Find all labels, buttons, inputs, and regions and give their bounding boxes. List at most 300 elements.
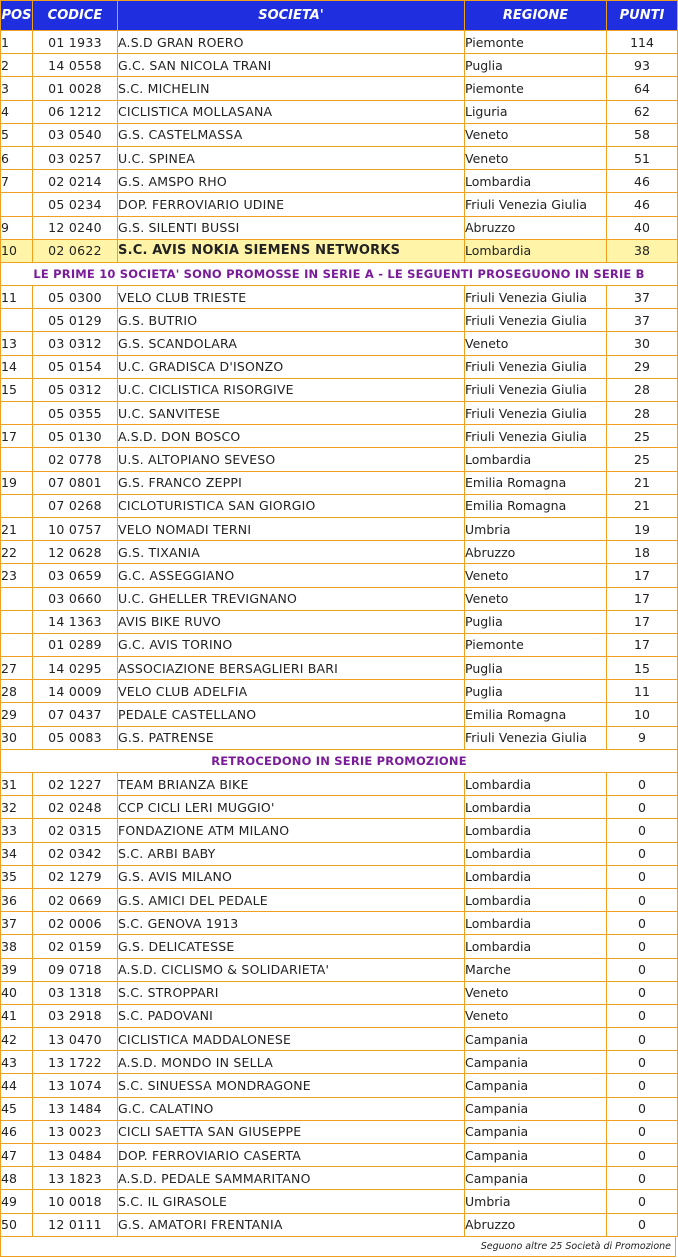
table-row — [1, 100, 678, 123]
row-regione: Friuli Venezia Giulia — [465, 726, 607, 749]
row-punti: 64 — [607, 77, 678, 100]
row-regione: Puglia — [465, 610, 607, 633]
row-regione: Friuli Venezia Giulia — [465, 402, 607, 425]
table-row — [1, 471, 678, 494]
row-societa: S.C. STROPPARI — [118, 981, 465, 1004]
row-codice: 12 0628 — [33, 541, 118, 564]
table-row — [1, 796, 678, 819]
row-regione: Veneto — [465, 587, 607, 610]
table-row — [1, 54, 678, 77]
row-regione: Emilia Romagna — [465, 471, 607, 494]
row-pos: 13 — [1, 332, 33, 355]
row-codice: 03 0257 — [33, 146, 118, 169]
table-row — [1, 981, 678, 1004]
row-societa: U.C. GHELLER TREVIGNANO — [118, 587, 465, 610]
row-codice: 03 0660 — [33, 587, 118, 610]
row-regione: Campania — [465, 1074, 607, 1097]
row-punti: 58 — [607, 123, 678, 146]
row-pos: 35 — [1, 865, 33, 888]
row-societa: AVIS BIKE RUVO — [118, 610, 465, 633]
row-pos: 22 — [1, 541, 33, 564]
row-societa: G.S. AMSPO RHO — [118, 170, 465, 193]
row-pos: 28 — [1, 680, 33, 703]
row-punti: 37 — [607, 286, 678, 309]
row-punti: 0 — [607, 935, 678, 958]
row-pos: 30 — [1, 726, 33, 749]
row-codice: 05 0300 — [33, 286, 118, 309]
row-punti: 17 — [607, 564, 678, 587]
row-codice: 05 0154 — [33, 355, 118, 378]
row-regione: Campania — [465, 1028, 607, 1051]
row-societa: S.C. GENOVA 1913 — [118, 912, 465, 935]
row-pos: 19 — [1, 471, 33, 494]
table-row — [1, 1028, 678, 1051]
table-row — [1, 1074, 678, 1097]
row-pos: 43 — [1, 1051, 33, 1074]
row-codice: 03 0659 — [33, 564, 118, 587]
row-codice: 05 0355 — [33, 402, 118, 425]
row-regione: Friuli Venezia Giulia — [465, 378, 607, 401]
row-codice: 02 0778 — [33, 448, 118, 471]
row-regione: Friuli Venezia Giulia — [465, 286, 607, 309]
row-punti: 28 — [607, 402, 678, 425]
row-societa: VELO CLUB TRIESTE — [118, 286, 465, 309]
row-codice: 13 1722 — [33, 1051, 118, 1074]
row-codice: 02 1227 — [33, 773, 118, 796]
row-regione: Campania — [465, 1167, 607, 1190]
row-pos: 46 — [1, 1120, 33, 1143]
footnote: Seguono altre 25 Società di Promozione — [0, 1236, 676, 1257]
row-societa: G.S. AMATORI FRENTANIA — [118, 1213, 465, 1236]
row-pos: 11 — [1, 286, 33, 309]
row-societa: G.S. CASTELMASSA — [118, 123, 465, 146]
table-row — [1, 1190, 678, 1213]
row-pos: 31 — [1, 773, 33, 796]
row-societa: G.C. ASSEGGIANO — [118, 564, 465, 587]
table-row — [1, 541, 678, 564]
row-codice: 13 1074 — [33, 1074, 118, 1097]
row-punti: 0 — [607, 1120, 678, 1143]
row-societa: A.S.D GRAN ROERO — [118, 31, 465, 54]
row-punti: 21 — [607, 471, 678, 494]
row-regione: Lombardia — [465, 912, 607, 935]
row-societa: G.C. SAN NICOLA TRANI — [118, 54, 465, 77]
row-regione: Puglia — [465, 680, 607, 703]
row-regione: Lombardia — [465, 773, 607, 796]
row-regione: Campania — [465, 1097, 607, 1120]
table-row — [1, 1144, 678, 1167]
row-pos: 32 — [1, 796, 33, 819]
row-punti: 0 — [607, 773, 678, 796]
row-societa: S.C. MICHELIN — [118, 77, 465, 100]
row-societa: G.S. SILENTI BUSSI — [118, 216, 465, 239]
row-regione: Piemonte — [465, 31, 607, 54]
row-punti: 0 — [607, 819, 678, 842]
table-row — [1, 657, 678, 680]
row-societa: TEAM BRIANZA BIKE — [118, 773, 465, 796]
header-codice: CODICE — [33, 1, 118, 31]
table-row — [1, 1051, 678, 1074]
row-regione: Emilia Romagna — [465, 703, 607, 726]
table-row — [1, 633, 678, 656]
table-row — [1, 494, 678, 517]
row-pos: 36 — [1, 888, 33, 911]
table-row — [1, 1004, 678, 1027]
table-row — [1, 1097, 678, 1120]
row-punti: 51 — [607, 146, 678, 169]
row-punti: 0 — [607, 796, 678, 819]
row-codice: 01 1933 — [33, 31, 118, 54]
row-punti: 15 — [607, 657, 678, 680]
row-pos: 4 — [1, 100, 33, 123]
row-codice: 13 0023 — [33, 1120, 118, 1143]
row-regione: Veneto — [465, 123, 607, 146]
row-societa: CICLISTICA MOLLASANA — [118, 100, 465, 123]
row-societa: S.C. SINUESSA MONDRAGONE — [118, 1074, 465, 1097]
row-codice: 05 0083 — [33, 726, 118, 749]
row-regione: Puglia — [465, 54, 607, 77]
row-societa: A.S.D. MONDO IN SELLA — [118, 1051, 465, 1074]
row-punti: 17 — [607, 587, 678, 610]
row-codice: 03 1318 — [33, 981, 118, 1004]
row-regione: Puglia — [465, 657, 607, 680]
row-punti: 9 — [607, 726, 678, 749]
row-codice: 13 0470 — [33, 1028, 118, 1051]
row-pos — [1, 309, 33, 332]
row-pos — [1, 633, 33, 656]
row-codice: 02 0622 — [33, 239, 118, 262]
row-codice: 14 0009 — [33, 680, 118, 703]
table-row — [1, 193, 678, 216]
row-punti: 0 — [607, 1028, 678, 1051]
table-row — [1, 77, 678, 100]
row-regione: Piemonte — [465, 633, 607, 656]
row-regione: Piemonte — [465, 77, 607, 100]
row-punti: 17 — [607, 633, 678, 656]
row-punti: 46 — [607, 170, 678, 193]
row-codice: 13 1484 — [33, 1097, 118, 1120]
row-regione: Lombardia — [465, 888, 607, 911]
row-regione: Lombardia — [465, 842, 607, 865]
row-codice: 10 0757 — [33, 517, 118, 540]
row-societa: DOP. FERROVIARIO CASERTA — [118, 1144, 465, 1167]
row-pos: 47 — [1, 1144, 33, 1167]
table-row — [1, 958, 678, 981]
row-codice: 09 0718 — [33, 958, 118, 981]
row-punti: 0 — [607, 1213, 678, 1236]
row-codice: 02 1279 — [33, 865, 118, 888]
table-row — [1, 402, 678, 425]
header-punti: PUNTI — [607, 1, 678, 31]
row-regione: Umbria — [465, 517, 607, 540]
row-punti: 28 — [607, 378, 678, 401]
row-regione: Lombardia — [465, 819, 607, 842]
table-row — [1, 448, 678, 471]
row-societa: DOP. FERROVIARIO UDINE — [118, 193, 465, 216]
row-punti: 0 — [607, 865, 678, 888]
row-pos: 50 — [1, 1213, 33, 1236]
row-societa: G.S. DELICATESSE — [118, 935, 465, 958]
table-row — [1, 819, 678, 842]
row-societa: G.S. TIXANIA — [118, 541, 465, 564]
row-codice: 02 0214 — [33, 170, 118, 193]
row-pos: 34 — [1, 842, 33, 865]
table-row — [1, 309, 678, 332]
row-codice: 13 0484 — [33, 1144, 118, 1167]
row-codice: 02 0342 — [33, 842, 118, 865]
table-row — [1, 610, 678, 633]
row-regione: Campania — [465, 1144, 607, 1167]
row-societa: G.C. AVIS TORINO — [118, 633, 465, 656]
row-pos — [1, 610, 33, 633]
row-codice: 14 0558 — [33, 54, 118, 77]
row-punti: 0 — [607, 1190, 678, 1213]
table-row — [1, 31, 678, 54]
table-row — [1, 865, 678, 888]
table-row — [1, 1167, 678, 1190]
header-row — [1, 1, 678, 31]
table-row — [1, 726, 678, 749]
row-codice: 05 0129 — [33, 309, 118, 332]
row-societa: U.C. GRADISCA D'ISONZO — [118, 355, 465, 378]
table-row — [1, 216, 678, 239]
row-societa: ASSOCIAZIONE BERSAGLIERI BARI — [118, 657, 465, 680]
row-pos: 10 — [1, 239, 33, 262]
row-codice: 12 0111 — [33, 1213, 118, 1236]
row-codice: 05 0234 — [33, 193, 118, 216]
row-pos: 42 — [1, 1028, 33, 1051]
row-punti: 25 — [607, 425, 678, 448]
table-row — [1, 935, 678, 958]
row-regione: Friuli Venezia Giulia — [465, 193, 607, 216]
row-pos — [1, 448, 33, 471]
row-societa: VELO CLUB ADELFIA — [118, 680, 465, 703]
table-row — [1, 564, 678, 587]
row-codice: 02 0669 — [33, 888, 118, 911]
row-punti: 0 — [607, 981, 678, 1004]
row-codice: 01 0289 — [33, 633, 118, 656]
row-punti: 11 — [607, 680, 678, 703]
row-punti: 19 — [607, 517, 678, 540]
row-pos — [1, 587, 33, 610]
table-row — [1, 332, 678, 355]
row-pos — [1, 494, 33, 517]
row-regione: Marche — [465, 958, 607, 981]
row-codice: 02 0159 — [33, 935, 118, 958]
promotion-banner — [1, 262, 678, 285]
row-punti: 0 — [607, 1004, 678, 1027]
row-pos: 38 — [1, 935, 33, 958]
table-row — [1, 1120, 678, 1143]
row-punti: 37 — [607, 309, 678, 332]
row-codice: 05 0130 — [33, 425, 118, 448]
row-pos: 27 — [1, 657, 33, 680]
row-pos: 23 — [1, 564, 33, 587]
row-codice: 10 0018 — [33, 1190, 118, 1213]
row-codice: 12 0240 — [33, 216, 118, 239]
row-codice: 02 0248 — [33, 796, 118, 819]
row-societa: U.C. SPINEA — [118, 146, 465, 169]
row-regione: Emilia Romagna — [465, 494, 607, 517]
row-codice: 07 0801 — [33, 471, 118, 494]
row-punti: 29 — [607, 355, 678, 378]
table-row — [1, 239, 678, 262]
row-codice: 14 0295 — [33, 657, 118, 680]
row-punti: 40 — [607, 216, 678, 239]
row-punti: 62 — [607, 100, 678, 123]
row-pos: 14 — [1, 355, 33, 378]
row-pos: 1 — [1, 31, 33, 54]
table-row — [1, 123, 678, 146]
row-pos: 3 — [1, 77, 33, 100]
row-regione: Lombardia — [465, 448, 607, 471]
relegation-banner — [1, 749, 678, 772]
row-societa: U.S. ALTOPIANO SEVESO — [118, 448, 465, 471]
row-punti: 0 — [607, 888, 678, 911]
row-pos: 33 — [1, 819, 33, 842]
table-row — [1, 842, 678, 865]
table-row — [1, 286, 678, 309]
row-pos: 39 — [1, 958, 33, 981]
row-societa: S.C. ARBI BABY — [118, 842, 465, 865]
row-regione: Lombardia — [465, 170, 607, 193]
row-punti: 0 — [607, 1097, 678, 1120]
row-societa: G.S. AVIS MILANO — [118, 865, 465, 888]
table-row — [1, 146, 678, 169]
row-societa: G.S. SCANDOLARA — [118, 332, 465, 355]
row-regione: Umbria — [465, 1190, 607, 1213]
row-pos: 44 — [1, 1074, 33, 1097]
row-pos: 17 — [1, 425, 33, 448]
row-societa: G.C. CALATINO — [118, 1097, 465, 1120]
row-punti: 21 — [607, 494, 678, 517]
table-row — [1, 587, 678, 610]
row-regione: Veneto — [465, 1004, 607, 1027]
row-codice: 03 0312 — [33, 332, 118, 355]
row-societa: U.C. SANVITESE — [118, 402, 465, 425]
row-codice: 02 0315 — [33, 819, 118, 842]
row-punti: 114 — [607, 31, 678, 54]
row-pos: 2 — [1, 54, 33, 77]
row-societa: A.S.D. PEDALE SAMMARITANO — [118, 1167, 465, 1190]
row-punti: 0 — [607, 1074, 678, 1097]
row-pos: 21 — [1, 517, 33, 540]
row-pos: 6 — [1, 146, 33, 169]
row-codice: 07 0437 — [33, 703, 118, 726]
header-societa: SOCIETA' — [118, 1, 465, 31]
row-pos: 29 — [1, 703, 33, 726]
row-regione: Friuli Venezia Giulia — [465, 309, 607, 332]
row-regione: Friuli Venezia Giulia — [465, 355, 607, 378]
row-codice: 06 1212 — [33, 100, 118, 123]
row-codice: 01 0028 — [33, 77, 118, 100]
row-codice: 13 1823 — [33, 1167, 118, 1190]
row-regione: Lombardia — [465, 239, 607, 262]
row-societa: VELO NOMADI TERNI — [118, 517, 465, 540]
standings-body — [1, 31, 678, 1237]
row-punti: 17 — [607, 610, 678, 633]
row-societa: CICLI SAETTA SAN GIUSEPPE — [118, 1120, 465, 1143]
row-codice: 07 0268 — [33, 494, 118, 517]
table-row — [1, 425, 678, 448]
row-societa: PEDALE CASTELLANO — [118, 703, 465, 726]
row-punti: 30 — [607, 332, 678, 355]
row-punti: 0 — [607, 842, 678, 865]
header-regione: REGIONE — [465, 1, 607, 31]
row-pos — [1, 402, 33, 425]
row-societa: A.S.D. CICLISMO & SOLIDARIETA' — [118, 958, 465, 981]
row-codice: 03 2918 — [33, 1004, 118, 1027]
relegation-banner-text: RETROCEDONO IN SERIE PROMOZIONE — [1, 749, 678, 772]
row-regione: Veneto — [465, 564, 607, 587]
row-codice: 05 0312 — [33, 378, 118, 401]
table-row — [1, 355, 678, 378]
table-row — [1, 378, 678, 401]
row-punti: 0 — [607, 912, 678, 935]
row-punti: 0 — [607, 1051, 678, 1074]
row-regione: Lombardia — [465, 865, 607, 888]
row-societa: G.S. FRANCO ZEPPI — [118, 471, 465, 494]
row-regione: Lombardia — [465, 796, 607, 819]
row-regione: Campania — [465, 1051, 607, 1074]
row-societa: A.S.D. DON BOSCO — [118, 425, 465, 448]
table-row — [1, 680, 678, 703]
row-regione: Abruzzo — [465, 216, 607, 239]
row-punti: 25 — [607, 448, 678, 471]
row-pos: 15 — [1, 378, 33, 401]
row-regione: Abruzzo — [465, 1213, 607, 1236]
row-societa: FONDAZIONE ATM MILANO — [118, 819, 465, 842]
row-punti: 46 — [607, 193, 678, 216]
row-punti: 0 — [607, 958, 678, 981]
row-pos: 5 — [1, 123, 33, 146]
row-regione: Veneto — [465, 146, 607, 169]
row-pos: 9 — [1, 216, 33, 239]
row-regione: Veneto — [465, 332, 607, 355]
table-row — [1, 170, 678, 193]
table-row — [1, 912, 678, 935]
row-societa: U.C. CICLISTICA RISORGIVE — [118, 378, 465, 401]
table-row — [1, 888, 678, 911]
row-societa: G.S. BUTRIO — [118, 309, 465, 332]
header-pos: POS — [1, 1, 33, 31]
row-pos: 49 — [1, 1190, 33, 1213]
row-codice: 14 1363 — [33, 610, 118, 633]
row-regione: Campania — [465, 1120, 607, 1143]
table-row — [1, 1213, 678, 1236]
promotion-banner-text: LE PRIME 10 SOCIETA' SONO PROMOSSE IN SERIE A - LE SEGUENTI PROSEGUONO IN SERIE B — [1, 262, 678, 285]
table-row — [1, 517, 678, 540]
row-societa: S.C. IL GIRASOLE — [118, 1190, 465, 1213]
row-pos: 7 — [1, 170, 33, 193]
row-societa: CICLOTURISTICA SAN GIORGIO — [118, 494, 465, 517]
row-societa: CCP CICLI LERI MUGGIO' — [118, 796, 465, 819]
row-pos: 45 — [1, 1097, 33, 1120]
row-pos: 48 — [1, 1167, 33, 1190]
table-row — [1, 703, 678, 726]
row-societa: S.C. PADOVANI — [118, 1004, 465, 1027]
row-societa: S.C. AVIS NOKIA SIEMENS NETWORKS — [118, 239, 465, 262]
row-regione: Friuli Venezia Giulia — [465, 425, 607, 448]
row-regione: Liguria — [465, 100, 607, 123]
row-pos: 40 — [1, 981, 33, 1004]
row-punti: 38 — [607, 239, 678, 262]
row-pos: 41 — [1, 1004, 33, 1027]
row-regione: Veneto — [465, 981, 607, 1004]
row-societa: G.S. PATRENSE — [118, 726, 465, 749]
table-row — [1, 773, 678, 796]
row-pos: 37 — [1, 912, 33, 935]
